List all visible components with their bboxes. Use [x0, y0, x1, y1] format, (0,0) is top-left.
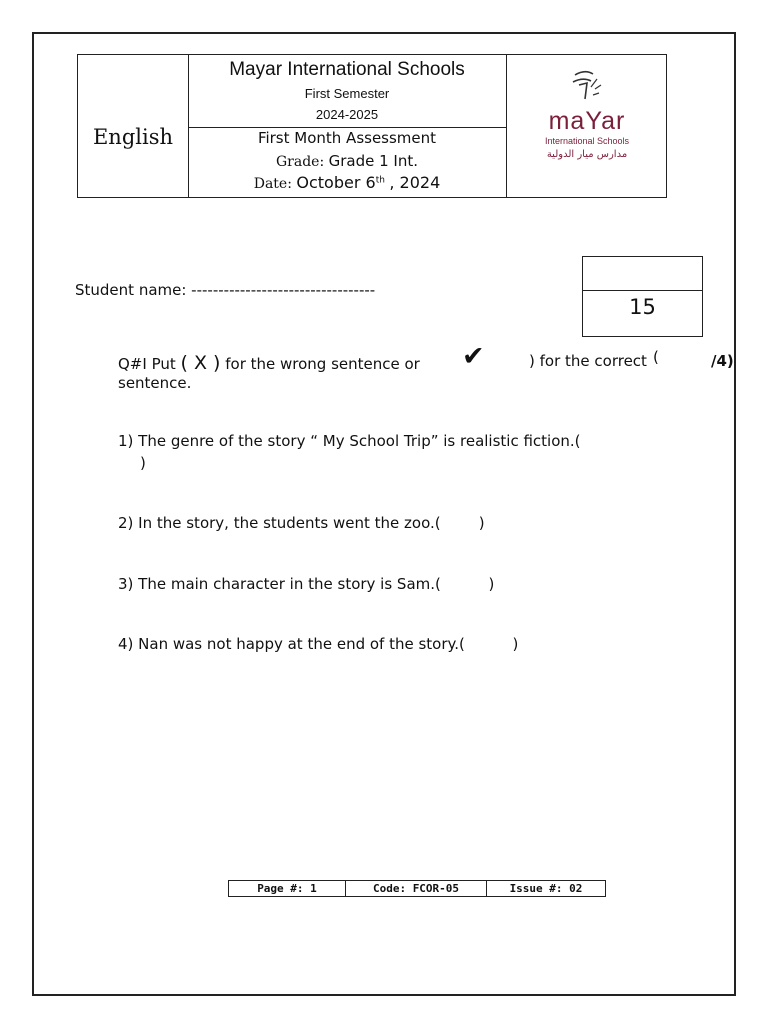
list-item: 1) The genre of the story “ My School Trip” is realistic fiction.( [118, 432, 581, 450]
date-line [188, 173, 506, 192]
list-item: 2) In the story, the students went the zoo.( ) [118, 514, 485, 532]
logo-subtitle: International Schools [544, 136, 630, 146]
list-item-answer[interactable]: ) [140, 454, 146, 472]
academic-year: 2024-2025 [315, 107, 379, 122]
semester-label: First Semester [304, 86, 390, 101]
school-name: Mayar International Schools [229, 59, 465, 80]
grade-value: Grade 1 Int. [328, 152, 419, 170]
list-item: 3) The main character in the story is Sam.( ) [118, 575, 495, 593]
footer-page: Page #: 1 [229, 881, 346, 896]
question-line2: sentence. [118, 374, 192, 392]
star-logo-icon [567, 65, 607, 105]
question-end: ) for the correct [529, 352, 647, 370]
grade-line [188, 152, 506, 170]
question-instruction [118, 352, 420, 374]
grade-label: Grade: [275, 154, 325, 170]
logo-arabic: مدارس ميار الدولية [546, 149, 628, 160]
footer-issue: Issue #: 02 [509, 882, 583, 895]
date-label: Date: [253, 176, 292, 192]
logo-wordmark: maYar [548, 107, 626, 135]
check-mark-icon: ✔ [462, 341, 485, 372]
score-divider [583, 290, 702, 291]
date-year: , 2024 [389, 173, 441, 192]
question-middle: for the wrong sentence or [225, 355, 420, 373]
x-mark: ( X ) [180, 352, 221, 374]
assessment-title: First Month Assessment [257, 129, 437, 147]
footer-code: Code: FCOR-05 [346, 881, 487, 896]
question-points: /4) [711, 352, 734, 370]
page-footer [228, 880, 606, 897]
header-divider [188, 127, 506, 128]
subject-label: English [92, 125, 174, 149]
student-name-field[interactable]: Student name: ---------------------------------- [75, 281, 376, 299]
question-prefix: Q#I Put [118, 355, 176, 373]
header-table [77, 54, 667, 198]
school-logo [508, 63, 666, 191]
date-value: October 6 [296, 173, 376, 192]
list-item: 4) Nan was not happy at the end of the story.( ) [118, 635, 519, 653]
question-open-paren: ( [653, 348, 659, 366]
date-suffix: th [375, 175, 385, 186]
score-value: 15 [629, 295, 656, 319]
score-box [582, 256, 703, 337]
header-divider [506, 55, 507, 197]
